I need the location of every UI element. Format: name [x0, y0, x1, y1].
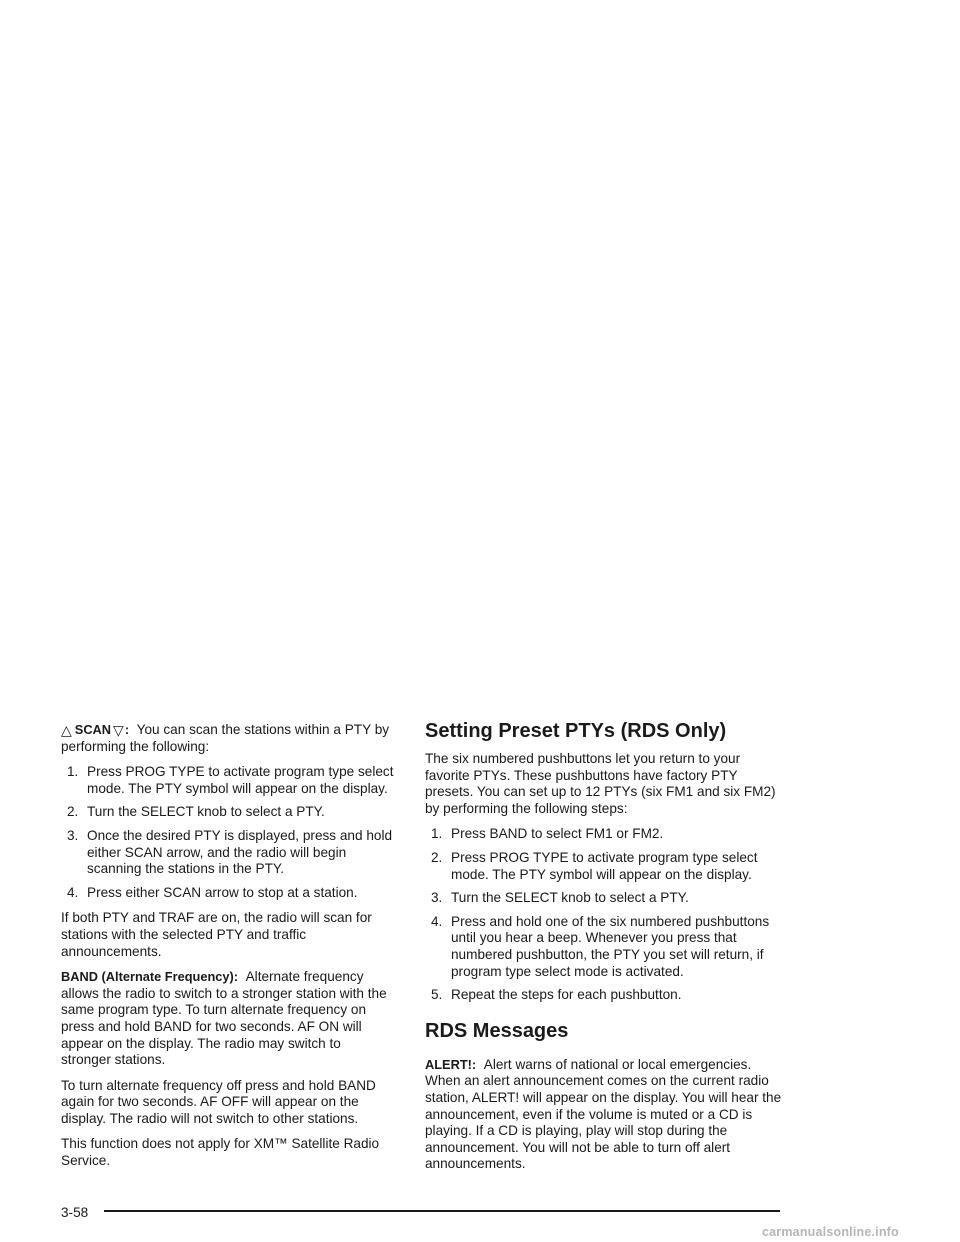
scan-up-arrow-icon: △ [61, 722, 72, 738]
scan-steps-list [61, 764, 394, 901]
band-paragraph [61, 969, 394, 1069]
alert-paragraph [425, 1057, 785, 1173]
scan-text: You can scan the stations within a PTY by performing the following: [61, 722, 390, 754]
scan-down-arrow-icon: ▽ [113, 722, 124, 738]
watermark: carmanualsonline.info [762, 1225, 899, 1239]
af-off-paragraph: To turn alternate frequency off press and hold BAND again for two seconds. AF OFF will appear on the display. The radio will not switch to other stations. [61, 1077, 376, 1126]
traf-paragraph: If both PTY and TRAF are on, the radio will scan for stations with the selected PTY and traffic announcements. [61, 910, 372, 959]
alert-text: Alert warns of national or local emergencies. When an alert announcement comes on the current radio station, ALERT! will appear on the display. You will hear the announcement, even if the volume is muted or a CD is playing. If a CD is playing, play will stop during the announcement. You will not be able to turn off alert announcements. [425, 1056, 782, 1172]
preset-heading: Setting Preset PTYs (RDS Only) [425, 720, 727, 742]
page-number: 3-58 [61, 1205, 89, 1220]
scan-label: SCAN [74, 722, 112, 737]
list-item: 4. Press either SCAN arrow to stop at a station. [67, 884, 358, 900]
list-item: 2. Press PROG TYPE to activate program type select mode. The PTY symbol will appear on the display. [431, 849, 758, 882]
list-item: 2. Turn the SELECT knob to select a PTY. [67, 804, 325, 820]
scan-paragraph [61, 722, 394, 755]
list-item: 5. Repeat the steps for each pushbutton. [431, 987, 682, 1003]
xm-paragraph: This function does not apply for XM™ Satellite Radio Service. [61, 1136, 380, 1169]
preset-steps-list [425, 826, 785, 1003]
list-item: 1. Press PROG TYPE to activate program type select mode. The PTY symbol will appear on the display. [67, 764, 394, 796]
right-column [425, 722, 785, 1182]
preset-intro: The six numbered pushbuttons let you return to your favorite PTYs. These pushbuttons have factory PTY presets. You can set up to 12 PTYs (six FM1 and six FM2) by performing the following steps: [425, 751, 776, 816]
list-item: 1. Press BAND to select FM1 or FM2. [431, 826, 664, 842]
list-item: 3. Turn the SELECT knob to select a PTY. [431, 890, 689, 906]
scan-colon: : [124, 722, 130, 737]
footer-rule [104, 1210, 780, 1212]
band-text: Alternate frequency allows the radio to switch to a stronger station with the same program type. To turn alternate frequency on press and hold BAND for two seconds. AF ON will appear on the display. The radio may switch to stronger stations. [61, 969, 387, 1068]
left-column [61, 722, 394, 1179]
rds-messages-heading: RDS Messages [425, 1019, 569, 1042]
list-item: 3. Once the desired PTY is displayed, press and hold either SCAN arrow, and the radio will begin scanning the stations in the PTY. [67, 827, 393, 877]
alert-label: ALERT!: [425, 1056, 477, 1072]
list-item: 4. Press and hold one of the six numbered pushbuttons until you hear a beep. Whenever you press that numbered pushbutton, the PTY you set will return, if program type select mode is activated. [431, 913, 770, 979]
band-label: BAND (Alternate Frequency): [61, 969, 239, 985]
